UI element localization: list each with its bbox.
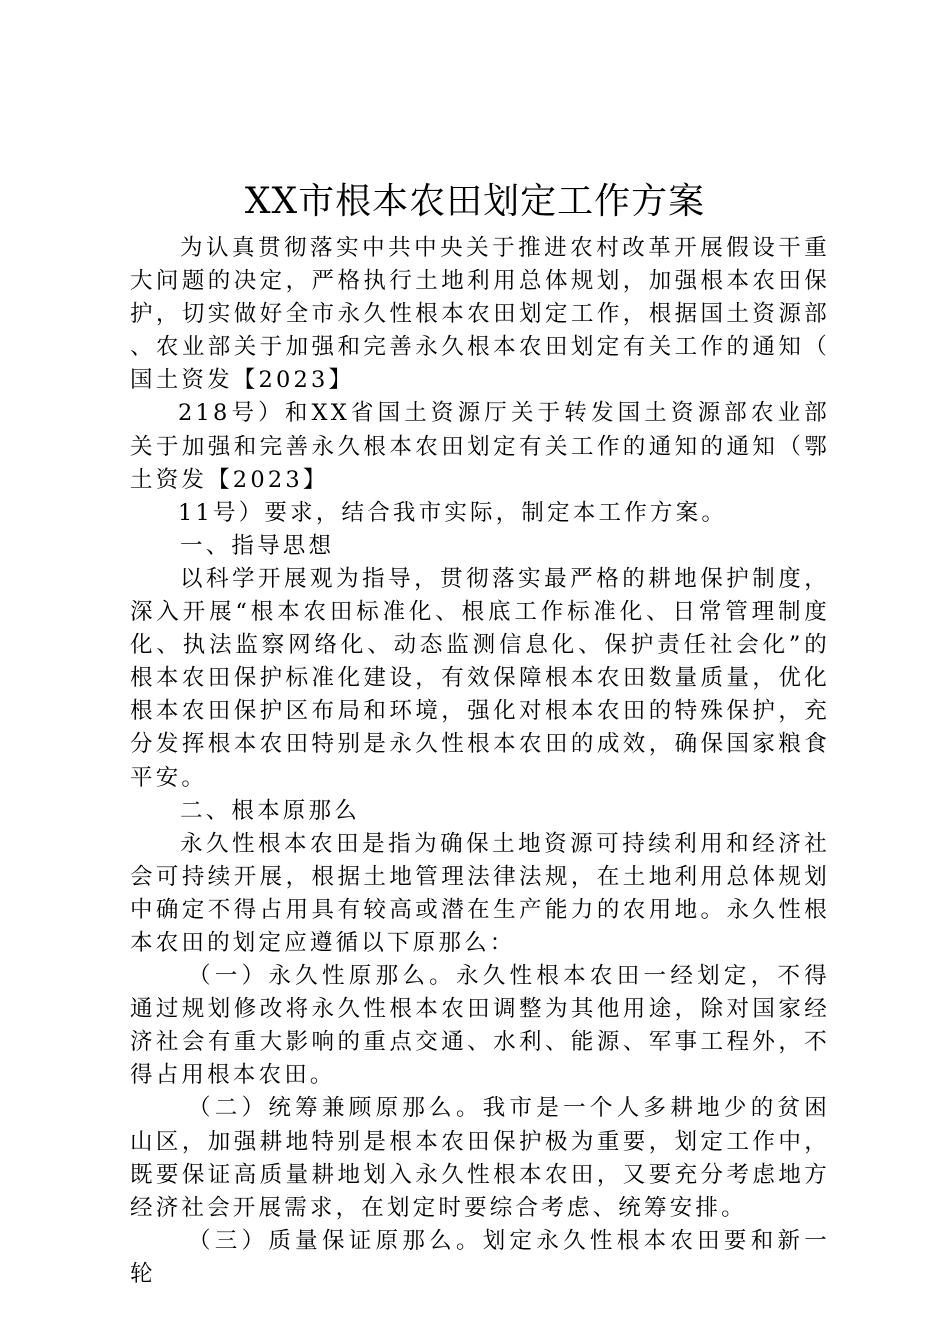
paragraph-principle-1: （一）永久性原那么。永久性根本农田一经划定，不得通过规划修改将永久性根本农田调整为其他用途，除对国家经济社会有重大影响的重点交通、水利、能源、军事工程外，不得占用根本农田。 xyxy=(130,963,830,1089)
paragraph-basic-principles: 永久性根本农田是指为确保土地资源可持续利用和经济社会可持续开展，根据土地管理法律法规，在土地利用总体规划中确定不得占用具有较高或潜在生产能力的农用地。永久性根本农田的划定应遵循以下原那么： xyxy=(130,830,830,956)
section-heading-guiding-thought: 一、指导思想 xyxy=(180,532,335,559)
paragraph-intro: 为认真贯彻落实中共中央关于推进农村改革开展假设干重大问题的决定，严格执行土地利用总体规划，加强根本农田保护，切实做好全市永久性根本农田划定工作，根据国土资源部、农业部关于加强和完善永久根本农田划定有关工作的通知（国土资发【2023】 xyxy=(130,235,830,394)
paragraph-principle-3: （三）质量保证原那么。划定永久性根本农田要和新一轮 xyxy=(130,1227,830,1287)
document-body xyxy=(130,232,830,1291)
paragraph-guiding-thought: 以科学开展观为指导，贯彻落实最严格的耕地保护制度，深入开展“根本农田标准化、根底工作标准化、日常管理制度化、执法监察网络化、动态监测信息化、保护责任社会化”的根本农田保护标准化建设，有效保障根本农田数量质量，优化根本农田保护区布局和环境，强化对根本农田的特殊保护，充分发挥根本农田特别是永久性根本农田的成效，确保国家粮食平安。 xyxy=(130,565,830,791)
paragraph-intro-cont-2: 11号）要求，结合我市实际，制定本工作方案。 xyxy=(178,499,728,526)
document-title: XX市根本农田划定工作方案 xyxy=(244,181,706,222)
paragraph-intro-cont-1: 218号）和XX省国土资源厅关于转发国土资源部农业部关于加强和完善永久根本农田划定有关工作的通知的通知（鄂土资发【2023】 xyxy=(130,400,830,493)
section-heading-basic-principles: 二、根本原那么 xyxy=(180,797,360,824)
paragraph-principle-2: （二）统筹兼顾原那么。我市是一个人多耕地少的贫困山区，加强耕地特别是根本农田保护极为重要，划定工作中，既要保证高质量耕地划入永久性根本农田，又要充分考虑地方经济社会开展需求，在划定时要综合考虑、统筹安排。 xyxy=(130,1095,830,1221)
